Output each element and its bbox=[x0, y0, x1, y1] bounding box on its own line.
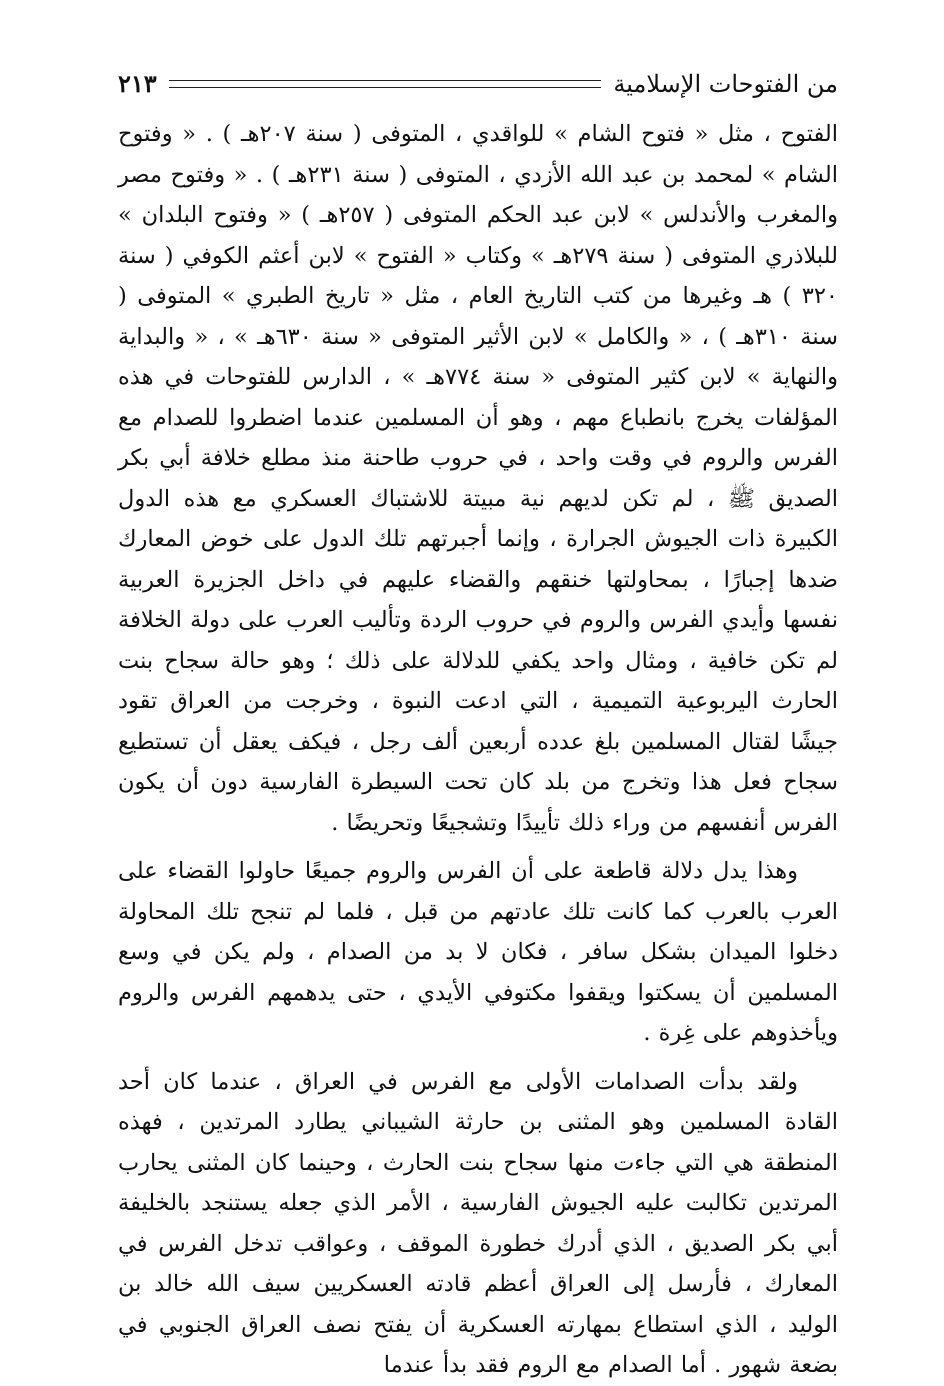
running-title: من الفتوحات الإسلامية bbox=[613, 70, 838, 98]
page-header bbox=[118, 62, 838, 106]
page-number: ٢١٣ bbox=[118, 69, 157, 98]
paragraph: ولقد بدأت الصدامات الأولى مع الفرس في العراق ، عندما كان أحد القادة المسلمين وهو المثنى بن حارثة الشيباني يطارد المرتدين ، فهذه المنطقة هي التي جاءت منها سجاح بنت الحارث ، وحينما كان المثنى يحارب المرتدين تكالبت عليه الجيوش الفارسية ، الأمر الذي جعله يستنجد بالخليفة أبي بكر الصديق ، الذي أدرك خطورة الموقف ، وعواقب تدخل الفرس في المعارك ، فأرسل إلى العراق أعظم قادته العسكريين سيف الله خالد بن الوليد ، الذي استطاع بمهارته العسكرية أن يفتح نصف العراق الجنوبي في بضعة شهور . أما الصدام مع الروم فقد بدأ عندما bbox=[118, 1068, 838, 1378]
paragraph: الفتوح ، مثل « فتوح الشام » للواقدي ، المتوفى ( سنة ٢٠٧هـ ) . « وفتوح الشام » لمحمد بن عبد الله الأزدي ، المتوفى ( سنة ٢٣١هـ ) . « وفتوح مصر والمغرب والأندلس » لابن عبد الحكم المتوفى ( ٢٥٧هـ ) « وفتوح البلدان » للبلاذري المتوفى ( سنة ٢٧٩هـ » وكتاب « الفتوح » لابن أعثم الكوفي ( سنة ٣٢٠ ) هـ وغيرها من كتب التاريخ العام ، مثل « تاريخ الطبري » المتوفى ( سنة ٣١٠هـ ) ، « والكامل » لابن الأثير المتوفى « سنة ٦٣٠هـ » ، « والبداية والنهاية » لابن كثير المتوفى « سنة ٧٧٤هـ » ، الدارس للفتوحات في هذه المؤلفات يخرج بانطباع مهم ، وهو أن المسلمين عندما اضطروا للصدام مع الفرس والروم في وقت واحد ، في حروب طاحنة منذ مطلع خلافة أبي بكر الصديق ﷺ ، لم تكن لديهم نية مبيتة للاشتباك العسكري مع هذه الدول الكبيرة ذات الجيوش الجرارة ، وإنما أجبرتهم تلك الدول على خوض المعارك ضدها إجبارًا ، بمحاولتها خنقهم والقضاء عليهم في داخل الجزيرة العربية نفسها وأيدي الفرس والروم في حروب الردة وتأليب العرب على دولة الخلافة لم تكن خافية ، ومثال واحد يكفي للدلالة على ذلك ؛ وهو حالة سجاح بنت الحارث اليربوعية التميمية ، التي ادعت النبوة ، وخرجت من العراق تقود جيشًا لقتال المسلمين بلغ عدده أربعين ألف رجل ، فيكف يعقل أن تستطيع سجاح فعل هذا وتخرج من بلد كان تحت السيطرة الفارسية دون أن يكون الفرس أنفسهم من وراء ذلك تأييدًا وتشجيعًا وتحريضًا . bbox=[118, 121, 838, 836]
body-text bbox=[118, 114, 838, 1386]
book-page bbox=[118, 62, 838, 1378]
paragraph: وهذا يدل دلالة قاطعة على أن الفرس والروم جميعًا حاولوا القضاء على العرب بالعرب كما كانت تلك عادتهم من قبل ، فلما لم تنجح تلك المحاولة دخلوا الميدان بشكل سافر ، فكان لا بد من الصدام ، ولم يكن في وسع المسلمين أن يسكتوا ويقفوا مكتوفي الأيدي ، حتى يدهمهم الفرس والروم ويأخذوهم على غِرة . bbox=[118, 858, 838, 1046]
header-rule bbox=[169, 80, 602, 88]
